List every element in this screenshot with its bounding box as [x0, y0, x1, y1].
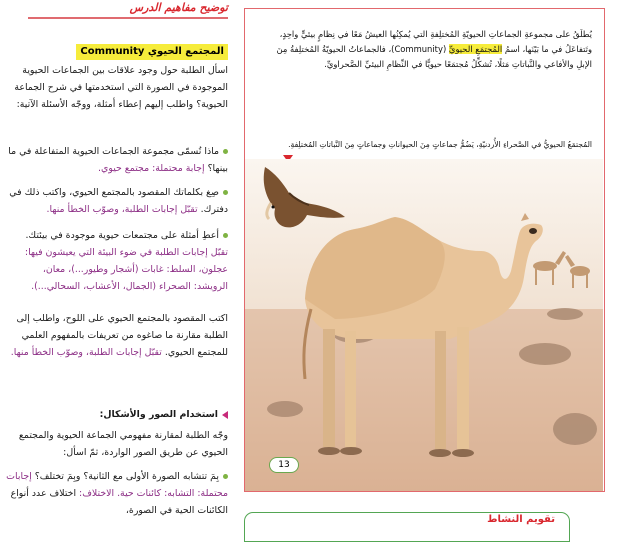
- photo-caption: المُجتمَعُ الحيويُّ في الصَّحراءِ الأُردنيّةِ، يَضُمُّ جماعاتٍ مِنَ الحيواناتِ وجماعاتٍ مِنَ النَّباتاتِ المُختلِفةِ.: [288, 140, 592, 149]
- community-highlight: المُجتمَعِ الحيويِّ: [448, 44, 503, 54]
- book-text-before: يُطلَقُ على مجموعةِ الجماعاتِ الحيويّةِ المُختلِفةِ التي يُمكِنُها العيشُ مَعًا في نِظامٍ بيئيٍّ واحِدٍ، وتَتفاعَلُ في ما بَيْنَها، اسمُ: [279, 29, 592, 54]
- bullet-icon: [223, 233, 228, 238]
- intro-paragraph: اسأل الطلبة حول وجود علاقات بين الجماعات الحيوية الموجودة في الصورة التي استخدمتها في شرح الجماعة الحيوية؟ واطلب إليهم إعطاء أمثلة، ووجّه الأسئلة الآتية:: [14, 65, 228, 110]
- question-2-text: صِغ بكلماتك المقصود بالمجتمع الحيوي، واكتب ذلك في دفترك.: [9, 187, 228, 215]
- instruction-paragraph: [6, 310, 228, 361]
- question-1-text: ماذا تُسمّى مجموعة الجماعات الحيوية المتفاعلة في ما بينها؟: [8, 146, 228, 174]
- triangle-bullet-icon: [222, 411, 228, 419]
- question-1: [6, 143, 228, 177]
- activity-evaluation-box: [244, 512, 570, 542]
- question-3-answer: تقبّل إجابات الطلبة في ضوء البيئة التي يعيشون فيها: عجلون، السلط: غابات (أشجار وطيور...)، معان، الرويشد: الصحراء (الجمال، الأعشاب، السحالي...).: [24, 247, 228, 292]
- student-book-page: [244, 8, 605, 492]
- book-paragraph: [260, 27, 592, 72]
- book-text-after: (Community)، فالجماعاتُ الحيويّةُ المُختلِفةُ مِنَ الإبلِ والأفاعي والنَّباتاتِ مَثلًا، تُشكِّلُ مُجتمَعًا حيويًّا في النِّظامِ البيئيِّ الصَّحراويِّ.: [276, 44, 592, 69]
- question-3: [6, 227, 228, 295]
- page-number: 13: [269, 457, 299, 473]
- bullet-icon: [223, 474, 228, 479]
- desert-community-photo: [245, 159, 603, 491]
- instruction-text: اكتب المقصود بالمجتمع الحيوي على اللوح، واطلب إلى الطلبة مقارنة ما صاغوه من تعريفات بالمفهوم العلمي للمجتمع الحيوي.: [16, 313, 228, 358]
- question-2: [6, 184, 228, 218]
- teacher-notes-column: [0, 0, 232, 528]
- community-term-badge: المجتمع الحيوي Community: [76, 44, 228, 60]
- evaluation-title: تقويم النشاط: [487, 514, 555, 525]
- section-title: توضيح مفاهيم الدرس: [28, 0, 228, 19]
- question-4: [6, 468, 228, 519]
- images-intro: وجّه الطلبة لمقارنة مفهومي الجماعة الحيوية والمجتمع الحيوي عن طريق الصور الواردة، ثمّ اسأل:: [18, 430, 228, 458]
- question-3-text: أعطِ أمثلة على مجتمعات حيوية موجودة في بيئتك.: [25, 230, 219, 241]
- question-4-text: بِمَ تتشابه الصورة الأولى مع الثانية؟ وبِمَ تختلف؟: [34, 471, 219, 482]
- instruction-answer: تقبّل إجابات الطلبة، وصوّب الخطأ منها.: [10, 347, 162, 358]
- images-heading: [6, 406, 228, 423]
- question-4-answer: إجابات محتملة: التشابه: كائنات حية. الاختلاف:: [6, 471, 228, 499]
- question-1-answer: إجابة محتملة: مجتمع حيوي.: [98, 163, 205, 174]
- question-4-continuation: اختلاف عدد أنواع الكائنات الحية في الصورة،: [10, 488, 228, 516]
- images-heading-text: استخدام الصور والأشكال:: [99, 409, 218, 420]
- question-2-answer: تقبّل إجابات الطلبة، وصوّب الخطأ منها.: [46, 204, 198, 215]
- bullet-icon: [223, 190, 228, 195]
- bullet-icon: [223, 149, 228, 154]
